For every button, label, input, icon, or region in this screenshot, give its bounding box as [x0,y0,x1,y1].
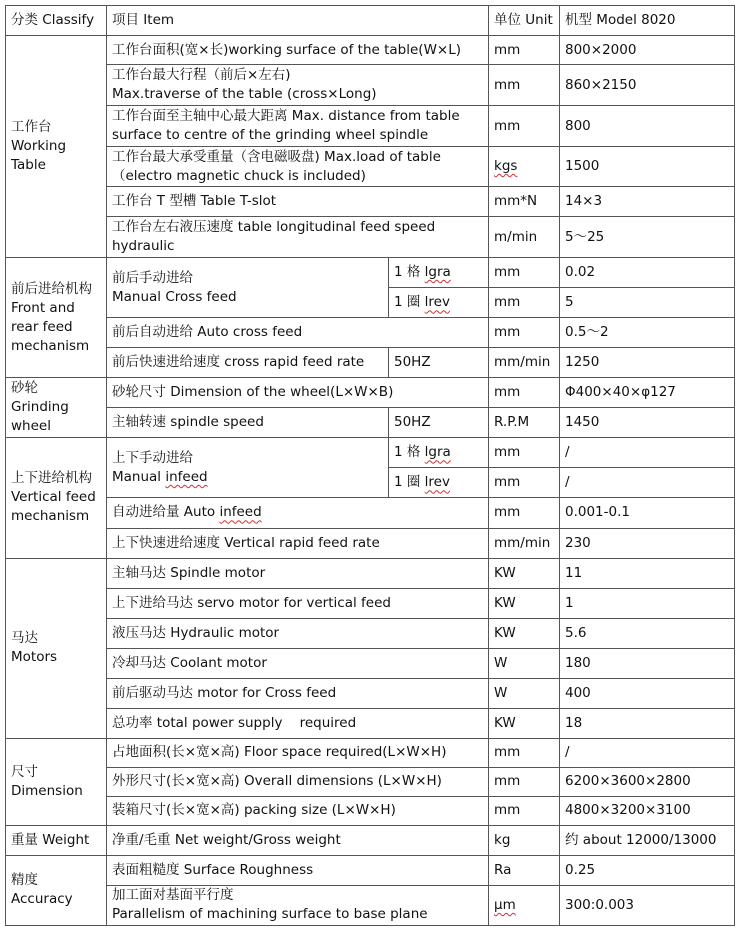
value-cell: 1 [560,588,735,618]
unit-cell: KW [489,708,560,738]
header-model: 机型 Model 8020 [560,6,735,36]
value-cell: 5 [560,288,735,318]
table-row [6,438,735,468]
unit-cell: mm [489,36,560,65]
table-row [6,738,735,767]
table-row [6,187,735,217]
table-row [6,796,735,825]
unit-cell: mm/min [489,348,560,378]
value-cell: / [560,738,735,767]
value-cell: 4800×3200×3100 [560,796,735,825]
table-row [6,767,735,796]
value-cell: Φ400×40×φ127 [560,378,735,408]
item-cell: 主轴马达 Spindle motor [107,558,489,588]
unit-cell: KW [489,618,560,648]
classify-working-table: 工作台 Working Table [6,36,107,258]
unit-cell: mm [489,318,560,348]
value-cell: 860×2150 [560,65,735,106]
unit-cell: mm [489,258,560,288]
unit-cell: mm [489,738,560,767]
value-cell: 6200×3600×2800 [560,767,735,796]
item-cell: 前后自动进给 Auto cross feed [107,318,489,348]
table-row [6,648,735,678]
value-cell: 400 [560,678,735,708]
condition-cell: 1 圈 lrev [389,468,489,498]
table-row [6,528,735,558]
table-row [6,825,735,855]
table-row [6,855,735,885]
item-cell: 前后快速进给速度 cross rapid feed rate [107,348,389,378]
classify-weight: 重量 Weight [6,825,107,855]
table-row [6,147,735,187]
table-row [6,217,735,258]
value-cell: 0.001-0.1 [560,498,735,528]
condition-cell: 1 圈 lrev [389,288,489,318]
table-row [6,885,735,925]
value-cell: 14×3 [560,187,735,217]
value-cell: 5.6 [560,618,735,648]
table-row [6,708,735,738]
item-cell: 装箱尺寸(长×宽×高) packing size (L×W×H) [107,796,489,825]
item-cell: 冷却马达 Coolant motor [107,648,489,678]
table-row [6,378,735,408]
item-cell: 上下进给马达 servo motor for vertical feed [107,588,489,618]
unit-cell: kgs [489,147,560,187]
unit-cell: mm/min [489,528,560,558]
condition-cell: 50HZ [389,348,489,378]
value-cell: 0.02 [560,258,735,288]
classify-dimension: 尺寸 Dimension [6,738,107,825]
item-cell: 自动进给量 Auto infeed [107,498,489,528]
unit-cell: μm [489,885,560,925]
unit-cell: mm [489,288,560,318]
item-cell: 液压马达 Hydraulic motor [107,618,489,648]
table-row [6,348,735,378]
value-cell: 0.25 [560,855,735,885]
item-cell: 总功率 total power supply required [107,708,489,738]
value-cell: 180 [560,648,735,678]
header-row [6,6,735,36]
unit-cell: mm [489,65,560,106]
unit-cell: mm [489,438,560,468]
unit-cell: mm [489,767,560,796]
header-classify: 分类 Classify [6,6,107,36]
unit-cell: Ra [489,855,560,885]
item-cell: 表面粗糙度 Surface Roughness [107,855,489,885]
table-row [6,618,735,648]
unit-cell: KW [489,558,560,588]
value-cell: 800 [560,106,735,147]
item-cell: 工作台最大承受重量（含电磁吸盘) Max.load of table （electro magnetic chuck is included) [107,147,489,187]
unit-cell: m/min [489,217,560,258]
table-row [6,65,735,106]
unit-cell: mm [489,468,560,498]
table-row [6,106,735,147]
unit-cell: mm [489,106,560,147]
table-row [6,36,735,65]
condition-cell: 1 格 lgra [389,438,489,468]
table-row [6,408,735,438]
header-item: 项目 Item [107,6,489,36]
item-cell: 加工面对基面平行度 Parallelism of machining surface to base plane [107,885,489,925]
classify-motors: 马达 Motors [6,558,107,738]
item-cell: 主轴转速 spindle speed [107,408,389,438]
table-row [6,558,735,588]
table-row [6,588,735,618]
table-row [6,258,735,288]
table-row [6,318,735,348]
value-cell: 1500 [560,147,735,187]
value-cell: 230 [560,528,735,558]
item-cell: 前后手动进给 Manual Cross feed [107,258,389,318]
condition-cell: 50HZ [389,408,489,438]
unit-cell: R.P.M [489,408,560,438]
value-cell: 18 [560,708,735,738]
item-cell: 上下快速进给速度 Vertical rapid feed rate [107,528,489,558]
classify-grinding-wheel: 砂轮 Grinding wheel [6,378,107,438]
item-cell: 工作台 T 型槽 Table T-slot [107,187,489,217]
classify-accuracy: 精度 Accuracy [6,855,107,925]
unit-cell: W [489,648,560,678]
unit-cell: W [489,678,560,708]
item-cell: 砂轮尺寸 Dimension of the wheel(L×W×B) [107,378,489,408]
item-cell: 占地面积(长×宽×高) Floor space required(L×W×H) [107,738,489,767]
item-cell: 上下手动进给 Manual infeed [107,438,389,498]
unit-cell: mm [489,378,560,408]
unit-cell: mm [489,498,560,528]
condition-cell: 1 格 lgra [389,258,489,288]
value-cell: 约 about 12000/13000 [560,825,735,855]
value-cell: / [560,438,735,468]
unit-cell: KW [489,588,560,618]
item-cell: 工作台最大行程（前后×左右) Max.traverse of the table (cross×Long) [107,65,489,106]
item-cell: 外形尺寸(长×宽×高) Overall dimensions (L×W×H) [107,767,489,796]
value-cell: 11 [560,558,735,588]
header-unit: 单位 Unit [489,6,560,36]
unit-cell: mm [489,796,560,825]
value-cell: 300:0.003 [560,885,735,925]
item-cell: 净重/毛重 Net weight/Gross weight [107,825,489,855]
table-row [6,678,735,708]
value-cell: 800×2000 [560,36,735,65]
value-cell: 1250 [560,348,735,378]
table-row [6,498,735,528]
value-cell: 5～25 [560,217,735,258]
item-cell: 工作台左右液压速度 table longitudinal feed speed hydraulic [107,217,489,258]
value-cell: 1450 [560,408,735,438]
spec-table [5,5,735,926]
classify-vertical-feed: 上下进给机构 Vertical feed mechanism [6,438,107,558]
item-cell: 工作台面积(宽×长)working surface of the table(W×L) [107,36,489,65]
value-cell: / [560,468,735,498]
classify-front-rear: 前后进给机构 Front and rear feed mechanism [6,258,107,378]
unit-cell: mm*N [489,187,560,217]
unit-cell: kg [489,825,560,855]
value-cell: 0.5～2 [560,318,735,348]
item-cell: 前后驱动马达 motor for Cross feed [107,678,489,708]
item-cell: 工作台面至主轴中心最大距离 Max. distance from table surface to centre of the grinding wheel spindle [107,106,489,147]
